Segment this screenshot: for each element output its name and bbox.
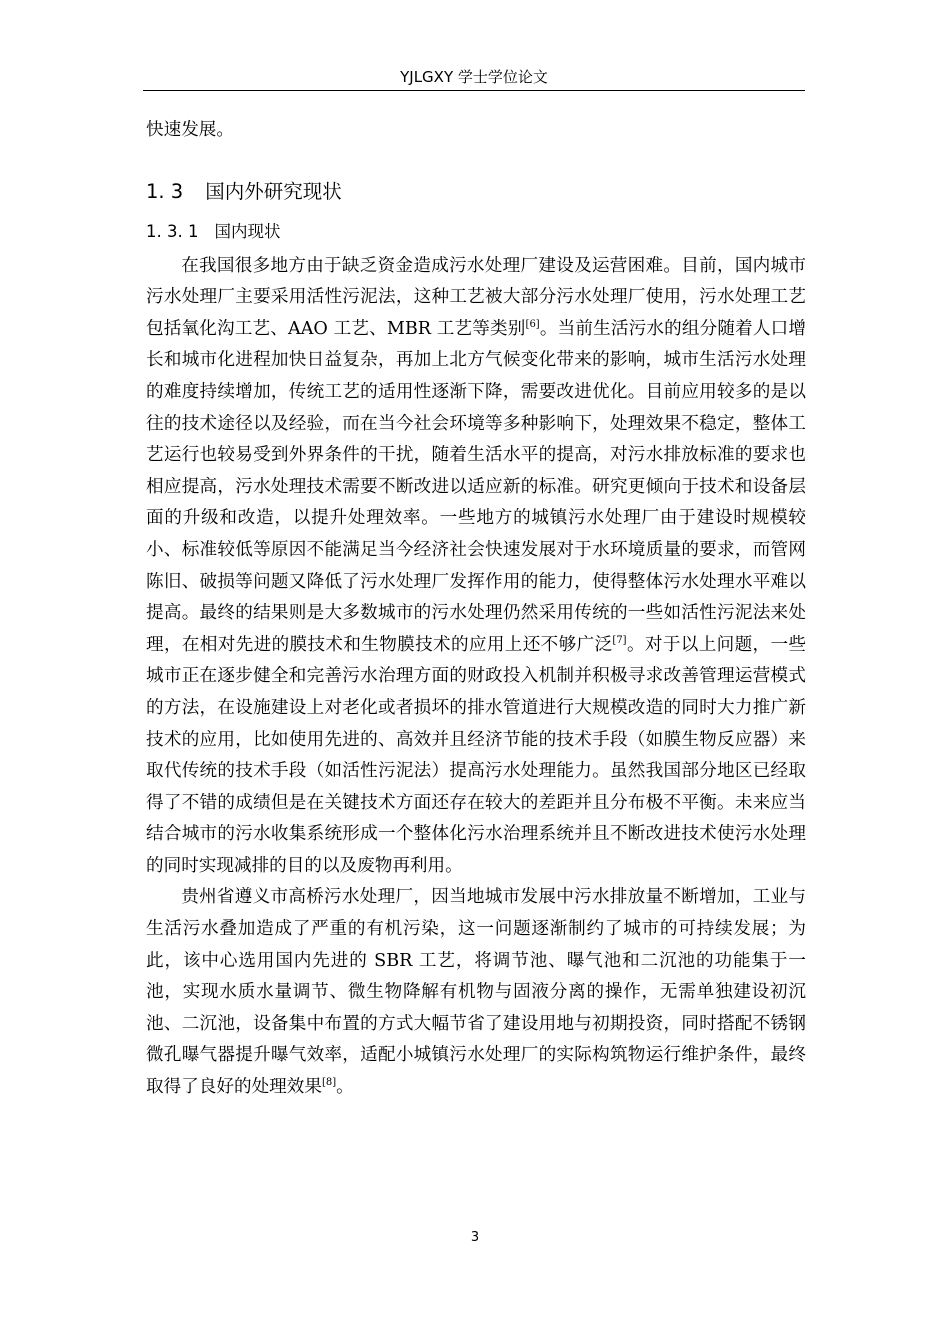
page-number: 3 bbox=[470, 1230, 480, 1245]
section-heading bbox=[146, 177, 806, 207]
paragraph-text: 。 bbox=[336, 1077, 354, 1098]
page-body bbox=[146, 115, 806, 1104]
paragraph-domestic-status bbox=[146, 251, 806, 883]
subsection-heading bbox=[146, 217, 806, 247]
paragraph-text: 。对于以上问题，一些城市正在逐步健全和完善污水治理方面的财政投入机制并积极寻求改善管理运营模式的方法，在设施建设上对老化或者损坏的排水管道进行大规模改造的同时大力推广新技术的应用，比如使用先进的、高效并且经济节能的技术手段（如膜生物反应器）来取代传统的技术手段（如活性污泥法）提高污水处理能力。虽然我国部分地区已经取得了不错的成绩但是在关键技术方面还存在较大的差距并且分布极不平衡。未来应当结合城市的污水收集系统形成一个整体化污水治理系统并且不断改进技术使污水处理的同时实现减排的目的以及废物再利用。 bbox=[146, 634, 806, 876]
citation-6: [6] bbox=[525, 318, 540, 330]
running-header: YJLGXY 学士学位论文 bbox=[400, 68, 548, 86]
paragraph-text: 。当前生活污水的组分随着人口增长和城市化进程加快日益复杂，再加上北方气候变化带来的影响，城市生活污水处理的难度持续增加，传统工艺的适用性逐渐下降，需要改进优化。目前应用较多的是以往的技术途径以及经验，而在当今社会环境等多种影响下，处理效果不稳定，整体工艺运行也较易受到外界条件的干扰，随着生活水平的提高，对污水排放标准的要求也相应提高，污水处理技术需要不断改进以适应新的标准。研究更倾向于技术和设备层面的升级和改造，以提升处理效率。一些地方的城镇污水处理厂由于建设时规模较小、标准较低等原因不能满足当今经济社会快速发展对于水环境质量的要求，而管网陈旧、破损等问题又降低了污水处理厂发挥作用的能力，使得整体污水处理水平难以提高。最终的结果则是大多数城市的污水处理仍然采用传统的一些如活性污泥法来处理，在相对先进的膜技术和生物膜技术的应用上还不够广泛 bbox=[146, 318, 806, 655]
subsection-number: 1. 3. 1 bbox=[146, 221, 199, 241]
section-title: 国内外研究现状 bbox=[205, 179, 342, 203]
header-rule bbox=[143, 90, 805, 91]
section-number: 1. 3 bbox=[146, 179, 184, 203]
citation-8: [8] bbox=[321, 1077, 337, 1089]
paragraph-text: 在我国很多地方由于缺乏资金造成污水处理厂建设及运营困难。目前，国内城市污水处理厂主要采用活性污泥法，这种工艺被大部分污水处理厂使用，污水处理工艺包括氧化沟工艺、AAO 工艺、MBR 工艺等类别 bbox=[146, 255, 806, 339]
paragraph-case-study bbox=[146, 882, 806, 1103]
subsection-title: 国内现状 bbox=[214, 221, 281, 241]
citation-7: [7] bbox=[612, 634, 627, 646]
paragraph-text: 贵州省遵义市高桥污水处理厂，因当地城市发展中污水排放量不断增加，工业与生活污水叠加造成了严重的有机污染，这一问题逐渐制约了城市的可持续发展；为此，该中心选用国内先进的 SBR 工艺，将调节池、曝气池和二沉池的功能集于一池，实现水质水量调节、微生物降解有机物与固液分离的操作，无需单独建设初沉池、二沉池，设备集中布置的方式大幅节省了建设用地与初期投资，同时搭配不锈钢微孔曝气器提升曝气效率，适配小城镇污水处理厂的实际构筑物运行维护条件，最终取得了良好的处理效果 bbox=[146, 887, 806, 1098]
lead-paragraph: 快速发展。 bbox=[146, 120, 234, 140]
